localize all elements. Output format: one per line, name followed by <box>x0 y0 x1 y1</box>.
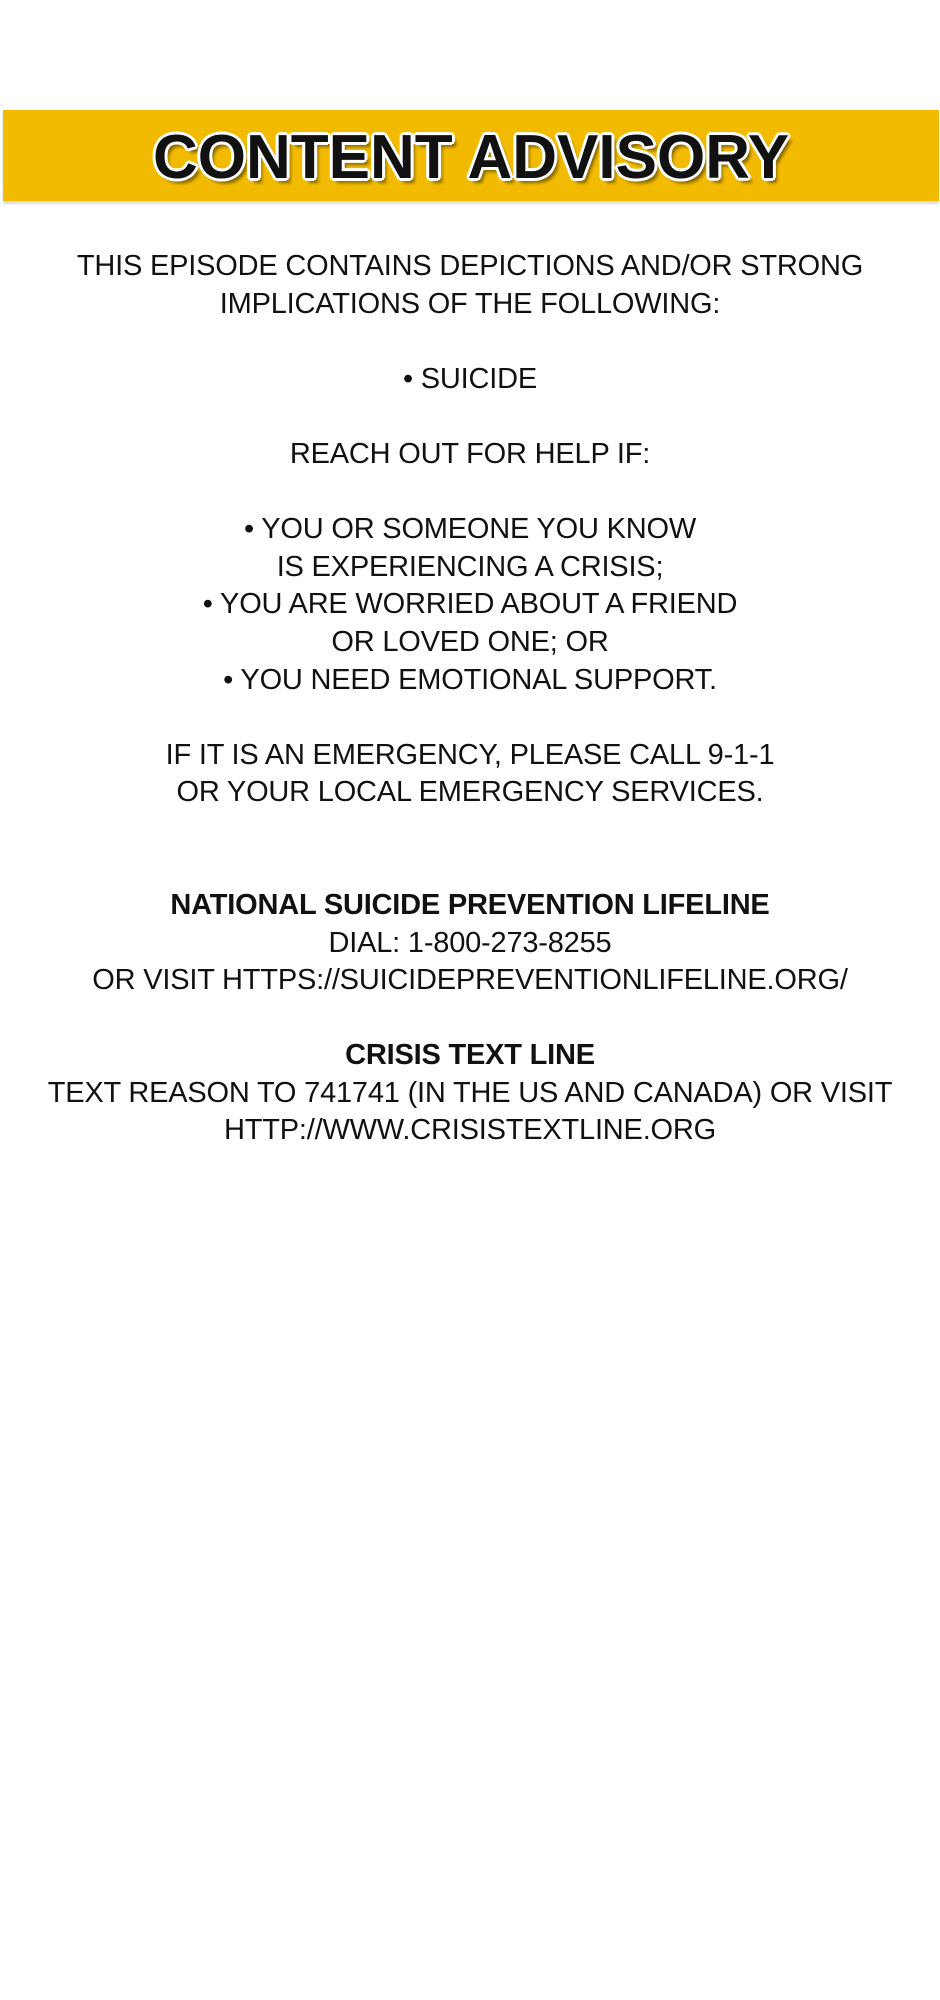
crisis-text-website[interactable]: HTTP://WWW.CRISISTEXTLINE.ORG <box>223 1114 717 1147</box>
help-line-1: • YOU OR SOMEONE YOU KNOW <box>243 513 697 546</box>
spacer <box>0 812 940 887</box>
lifeline-phone[interactable]: DIAL: 1-800-273-8255 <box>328 926 612 959</box>
spacer <box>0 699 940 737</box>
advisory-banner <box>3 110 939 201</box>
intro-line-2: IMPLICATIONS OF THE FOLLOWING: <box>219 287 721 320</box>
emergency-line-1: IF IT IS AN EMERGENCY, PLEASE CALL 9-1-1 <box>165 738 775 771</box>
topic-item: • SUICIDE <box>402 362 538 395</box>
help-line-4: OR LOVED ONE; OR <box>331 625 609 658</box>
lifeline-website[interactable]: OR VISIT HTTPS://SUICIDEPREVENTIONLIFELINE.ORG/ <box>92 964 848 997</box>
spacer <box>0 323 940 361</box>
crisis-text-line-name: CRISIS TEXT LINE <box>345 1039 595 1072</box>
advisory-title: CONTENT ADVISORY <box>152 122 790 192</box>
spacer <box>0 398 940 436</box>
intro-line-1: THIS EPISODE CONTAINS DEPICTIONS AND/OR STRONG <box>76 250 864 282</box>
advisory-body <box>0 248 940 1150</box>
help-line-3: • YOU ARE WORRIED ABOUT A FRIEND <box>202 588 738 621</box>
spacer <box>0 1000 940 1038</box>
emergency-line-2: OR YOUR LOCAL EMERGENCY SERVICES. <box>176 776 764 809</box>
spacer <box>0 474 940 512</box>
help-heading: REACH OUT FOR HELP IF: <box>289 437 651 470</box>
crisis-text-instructions: TEXT REASON TO 741741 (IN THE US AND CANADA) OR VISIT <box>47 1076 893 1109</box>
lifeline-name: NATIONAL SUICIDE PREVENTION LIFELINE <box>170 888 770 921</box>
help-line-5: • YOU NEED EMOTIONAL SUPPORT. <box>223 663 717 696</box>
help-line-2: IS EXPERIENCING A CRISIS; <box>276 550 664 583</box>
